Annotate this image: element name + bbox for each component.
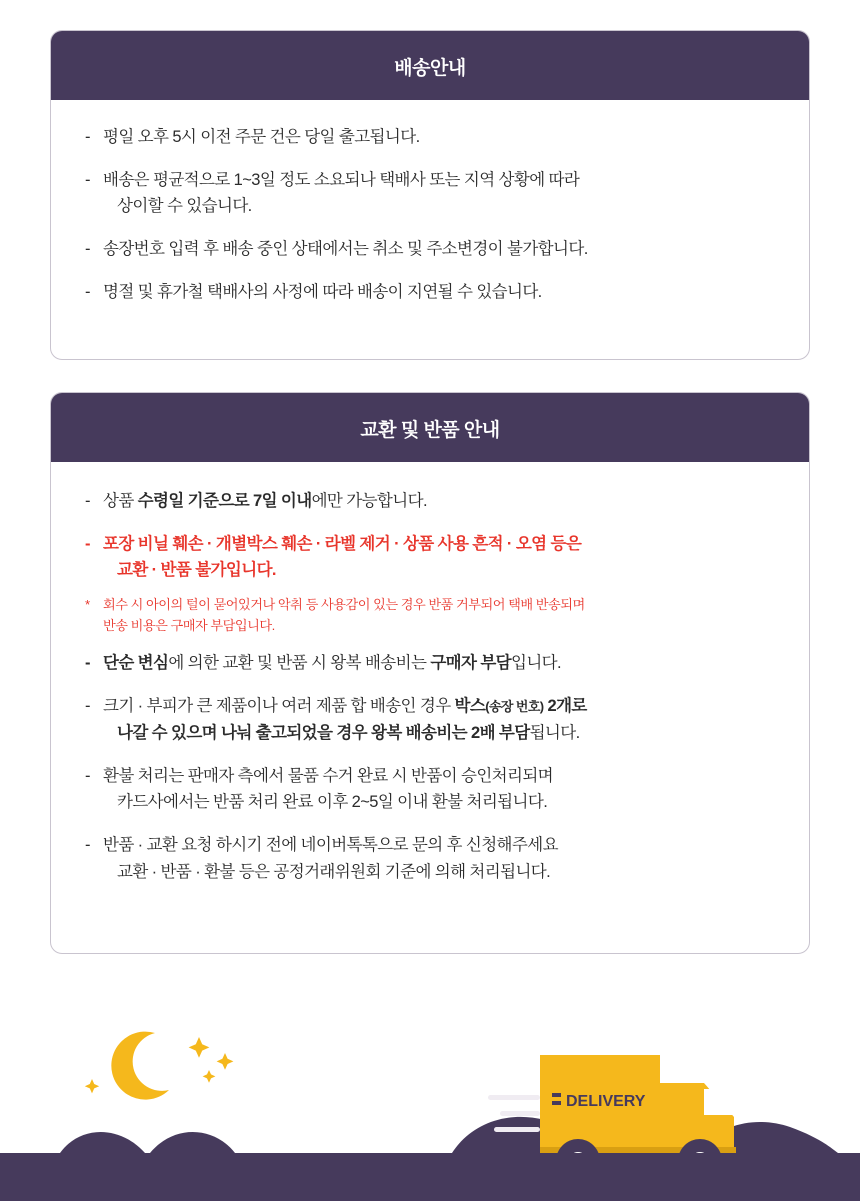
text-post: 입니다.	[511, 654, 562, 673]
list-item	[85, 279, 775, 306]
list-item-line1: 환불 처리는 판매자 측에서 물품 수거 완료 시 반품이 승인처리되며	[103, 766, 554, 785]
list-item	[85, 488, 775, 515]
delivery-info-body	[51, 100, 809, 348]
star-icon	[189, 1037, 210, 1058]
list-item-text	[103, 693, 775, 746]
dash-marker: -	[85, 654, 90, 673]
text-mid: 에 의한 교환 및 반품 시 왕복 배송비는	[168, 654, 431, 673]
moon-icon	[111, 1032, 169, 1100]
text-bold-2: 2개로	[543, 697, 587, 716]
warning-bold: 교환 · 반품 불가	[117, 561, 226, 580]
text-bold: 수령일 기준으로 7일 이내	[137, 492, 312, 510]
delivery-illustration	[0, 975, 860, 1201]
dash-marker: -	[85, 836, 90, 854]
list-item-text: 명절 및 휴가철 택배사의 사정에 따라 배송이 지연될 수 있습니다.	[103, 282, 542, 301]
return-note-line1: 회수 시 아이의 털이 묻어있거나 악취 등 사용감이 있는 경우 반품 거부되어 택배 반송되며	[103, 597, 585, 613]
text-post: 에만 가능합니다.	[311, 492, 427, 510]
star-icon	[85, 1079, 99, 1093]
list-item-text	[103, 832, 775, 885]
dash-marker: -	[85, 128, 90, 146]
asterisk-icon: *	[85, 597, 90, 613]
list-item-line1: 배송은 평균적으로 1~3일 정도 소요되나 택배사 또는 지역 상황에 따라	[103, 170, 580, 189]
star-icon	[217, 1053, 234, 1070]
text-post: 됩니다.	[529, 723, 580, 742]
exchange-return-title: 교환 및 반품 안내	[51, 393, 809, 462]
list-item-line2: 상이할 수 있습니다.	[117, 197, 252, 216]
hill-left2-icon	[150, 1132, 235, 1153]
return-note-text	[103, 594, 585, 636]
dash-marker: -	[85, 534, 90, 553]
ground-strip	[0, 1153, 860, 1201]
list-item	[85, 124, 775, 151]
dash-marker: -	[85, 240, 90, 259]
list-item-warning	[85, 531, 775, 584]
list-item-line1: 반품 · 교환 요청 하시기 전에 네이버톡톡으로 문의 후 신청해주세요	[103, 836, 558, 854]
list-item-line2	[103, 720, 775, 747]
list-item-text	[103, 488, 775, 515]
return-note-line2: 반송 비용은 구매자 부담입니다.	[103, 618, 275, 634]
truck-dash-icon	[552, 1093, 561, 1097]
warning-line1: 포장 비닐 훼손 · 개별박스 훼손 · 라벨 제거 · 상품 사용 흔적 · 오염 등은	[103, 534, 582, 553]
list-item	[85, 236, 775, 263]
text-bold-1: 단순 변심	[103, 654, 169, 673]
return-note	[85, 594, 775, 636]
exchange-return-card	[50, 392, 810, 954]
dash-marker: -	[85, 492, 90, 510]
hill-left-icon	[60, 1132, 145, 1153]
dash-marker: -	[85, 766, 90, 785]
text-pre: 크기 · 부피가 큰 제품이나 여러 제품 합 배송인 경우	[103, 697, 455, 716]
dash-marker: -	[85, 170, 90, 189]
list-item-text	[103, 763, 775, 816]
star-icon	[203, 1070, 216, 1083]
truck-label: DELIVERY	[566, 1093, 646, 1110]
warning-line2	[103, 557, 775, 584]
dash-marker: -	[85, 282, 90, 301]
delivery-info-card	[50, 30, 810, 360]
list-item-text	[103, 650, 775, 677]
list-item	[85, 832, 775, 885]
speed-line-icon	[488, 1095, 540, 1100]
list-item-line1	[103, 697, 587, 715]
list-item-line2: 교환 · 반품 · 환불 등은 공정거래위원회 기준에 의해 처리됩니다.	[117, 862, 551, 881]
text-bold: 나갈 수 있으며 나눠 출고되었을 경우 왕복 배송비는 2배 부담	[117, 723, 530, 742]
list-item	[85, 693, 775, 746]
speed-line-icon	[494, 1127, 540, 1132]
text-pre: 상품	[103, 492, 138, 510]
warning-post: 입니다.	[225, 561, 276, 580]
text-bold-small: (송장 번호)	[485, 699, 544, 715]
list-item-text: 평일 오후 5시 이전 주문 건은 당일 출고됩니다.	[103, 128, 420, 146]
dash-marker: -	[85, 697, 90, 716]
list-item	[85, 650, 775, 677]
list-item	[85, 167, 775, 220]
list-item	[85, 763, 775, 816]
truck-dash-icon	[552, 1101, 561, 1105]
exchange-return-body	[51, 462, 809, 927]
text-bold-2: 구매자 부담	[430, 654, 511, 673]
list-item-text: 송장번호 입력 후 배송 중인 상태에서는 취소 및 주소변경이 불가합니다.	[103, 240, 588, 259]
list-item-line2: 카드사에서는 반품 처리 완료 이후 2~5일 이내 환불 처리됩니다.	[117, 793, 548, 812]
speed-line-icon	[500, 1111, 540, 1116]
truck-window-icon	[704, 1089, 750, 1115]
list-item-text	[103, 167, 775, 220]
delivery-info-title: 배송안내	[51, 31, 809, 100]
list-item-text	[103, 531, 775, 584]
text-bold: 박스	[454, 697, 486, 716]
